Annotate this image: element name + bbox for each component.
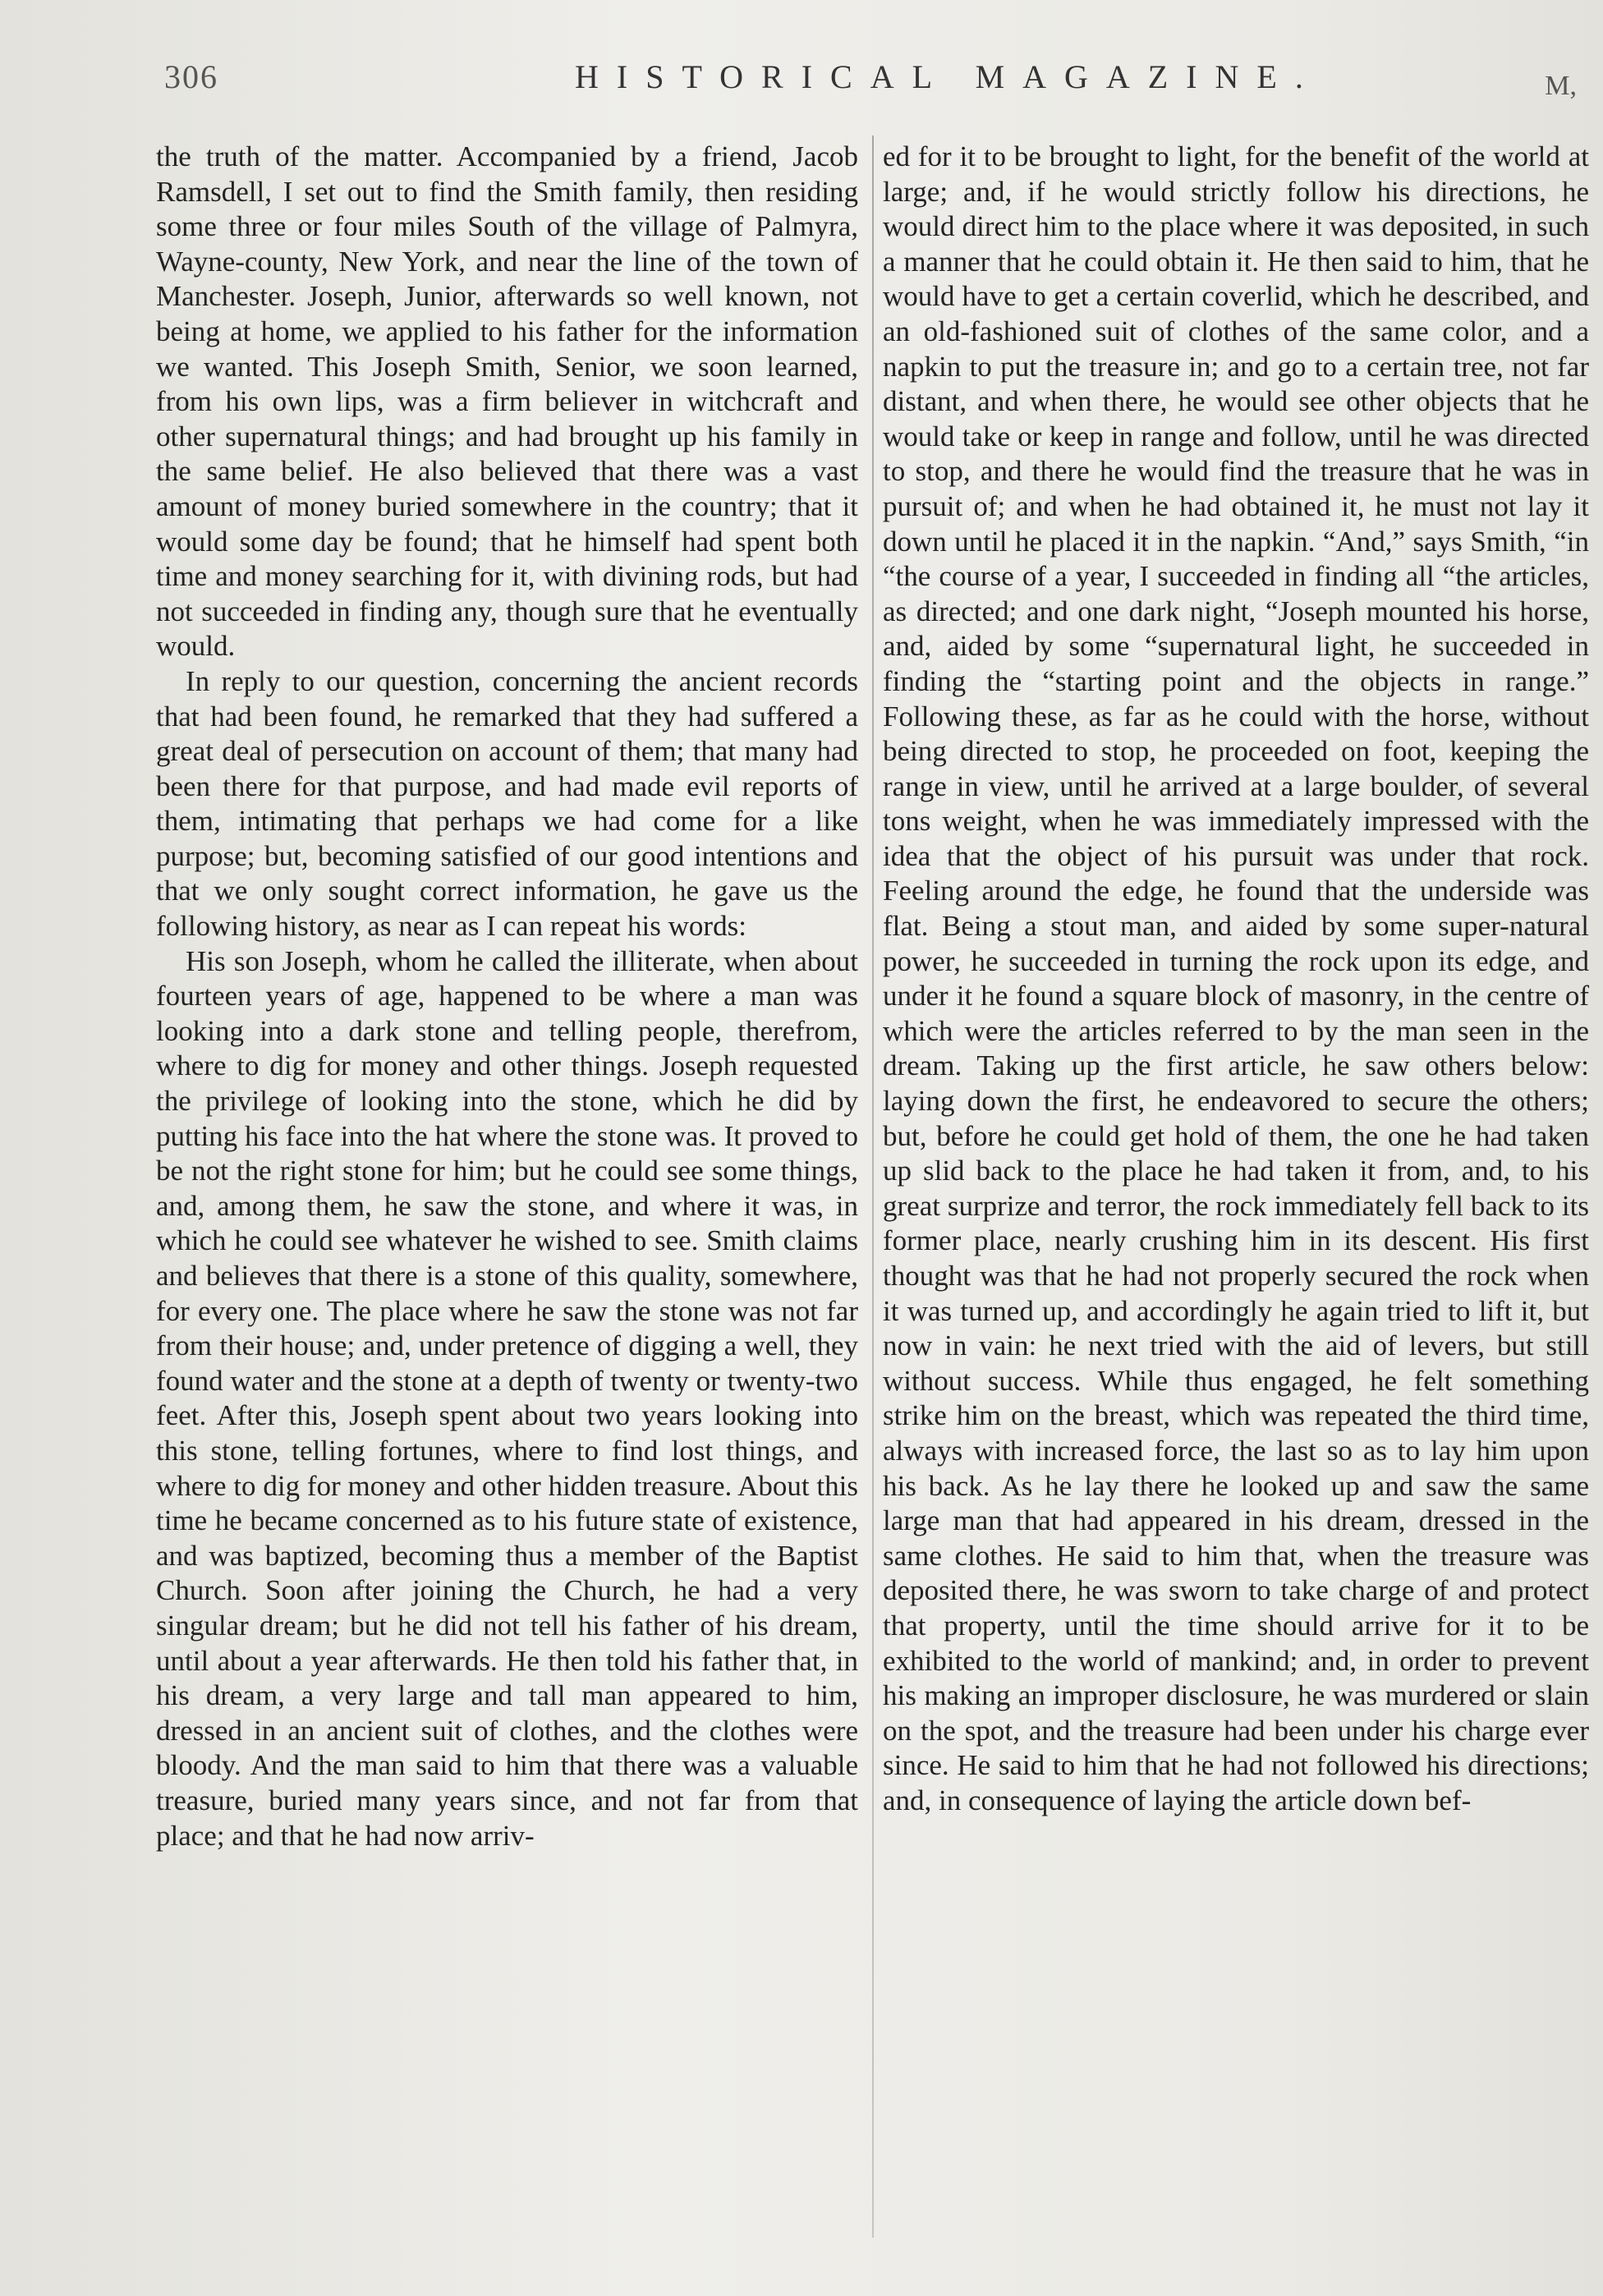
page-header	[164, 57, 1577, 115]
corner-mark: M,	[1545, 71, 1577, 101]
paragraph: ed for it to be brought to light, for the benefit of the world at large; and, if he would strictly follow his directions, he would direct him to the place where it was deposited, in such a manner that he could obtain it. He then said to him, that he would have to get a certain coverlid, which he described, and an old-fashioned suit of clothes of the same color, and a napkin to put the treasure in; and go to a certain tree, not far distant, and when there, he would see other objects that he would take or keep in range and follow, until he was directed to stop, and there he would find the treasure that he was in pursuit of; and when he had obtained it, he must not lay it down until he placed it in the napkin. “And,” says Smith, “in “the course of a year, I succeeded in finding all “the articles, as directed; and one dark night, “Joseph mounted his horse, and, aided by some “supernatural light, he succeeded in finding the “starting point and the objects in range.” Following these, as far as he could with the horse, without being directed to stop, he proceeded on foot, keeping the range in view, until he arrived at a large boulder, of several tons weight, when he was immediately impressed with the idea that the object of his pursuit was under that rock. Feeling around the edge, he found that the underside was flat. Being a stout man, and aided by some super-natural power, he succeeded in turning the rock upon its edge, and under it he found a square block of masonry, in the centre of which were the articles referred to by the man seen in the dream. Taking up the first article, he saw others below: laying down the first, he endeavored to secure the others; but, before he could get hold of them, the one he had taken up slid back to the place he had taken it from, and, to his great surprize and terror, the rock immediately fell back to its former place, nearly crushing him in its descent. His first thought was that he had not properly secured the rock when it was turned up, and accordingly he again tried to lift it, but now in vain: he next tried with the aid of levers, but still without success. While thus engaged, he felt something strike him on the breast, which was repeated the third time, always with increased force, the last so as to lay him upon his back. As he lay there he looked up and saw the same large man that had appeared in his dream, dressed in the same clothes. He said to him that, when the treasure was deposited there, he was sworn to take charge of and protect that property, until the time should arrive for it to be exhibited to the world of mankind; and, in order to prevent his making an improper disclosure, he was murdered or slain on the spot, and the treasure had been under his charge ever since. He said to him that he had not followed his directions; and, in consequence of laying the article down bef-	[883, 140, 1589, 1816]
paragraph: the truth of the matter. Accompanied by a friend, Jacob Ramsdell, I set out to find the Smith family, then residing some three or four miles South of the village of Palmyra, Wayne-county, New York, and near the line of the town of Manchester. Joseph, Junior, afterwards so well known, not being at home, we applied to his father for the information we wanted. This Joseph Smith, Senior, we soon learned, from his own lips, was a firm believer in witchcraft and other supernatural things; and had brought up his family in the same belief. He also believed that there was a vast amount of money buried somewhere in the country; that it would some day be found; that he himself had spent both time and money searching for it, with divining rods, but had not succeeded in finding any, though sure that he eventually would.	[156, 140, 858, 663]
right-column	[883, 140, 1589, 1819]
left-column	[156, 140, 858, 1853]
page-number: 306	[164, 58, 218, 95]
paragraph: His son Joseph, whom he called the illiterate, when about fourteen years of age, happened to be where a man was looking into a dark stone and telling people, therefrom, where to dig for money and other things. Joseph requested the privilege of looking into the stone, which he did by putting his face into the hat where the stone was. It proved to be not the right stone for him; but he could see some things, and, among them, he saw the stone, and where it was, in which he could see whatever he wished to see. Smith claims and believes that there is a stone of this quality, somewhere, for every one. The place where he saw the stone was not far from their house; and, under pretence of digging a well, they found water and the stone at a depth of twenty or twenty-two feet. After this, Joseph spent about two years looking into this stone, telling fortunes, where to find lost things, and where to dig for money and other hidden treasure. About this time he became concerned as to his future state of existence, and was baptized, becoming thus a member of the Baptist Church. Soon after joining the Church, he had a very singular dream; but he did not tell his father of his dream, until about a year afterwards. He then told his father that, in his dream, a very large and tall man appeared to him, dressed in an ancient suit of clothes, and the clothes were bloody. And the man said to him that there was a valuable treasure, buried many years since, and not far from that place; and that he had now arriv-	[156, 944, 858, 1852]
column-divider	[872, 135, 874, 2238]
running-title: HISTORICAL MAGAZINE.	[575, 58, 1321, 95]
paragraph: In reply to our question, concerning the ancient records that had been found, he remarked that they had suffered a great deal of persecution on account of them; that many had been there for that purpose, and had made evil reports of them, intimating that perhaps we had come for a like purpose; but, becoming satisfied of our good intentions and that we only sought correct information, he gave us the following history, as near as I can repeat his words:	[156, 664, 858, 943]
